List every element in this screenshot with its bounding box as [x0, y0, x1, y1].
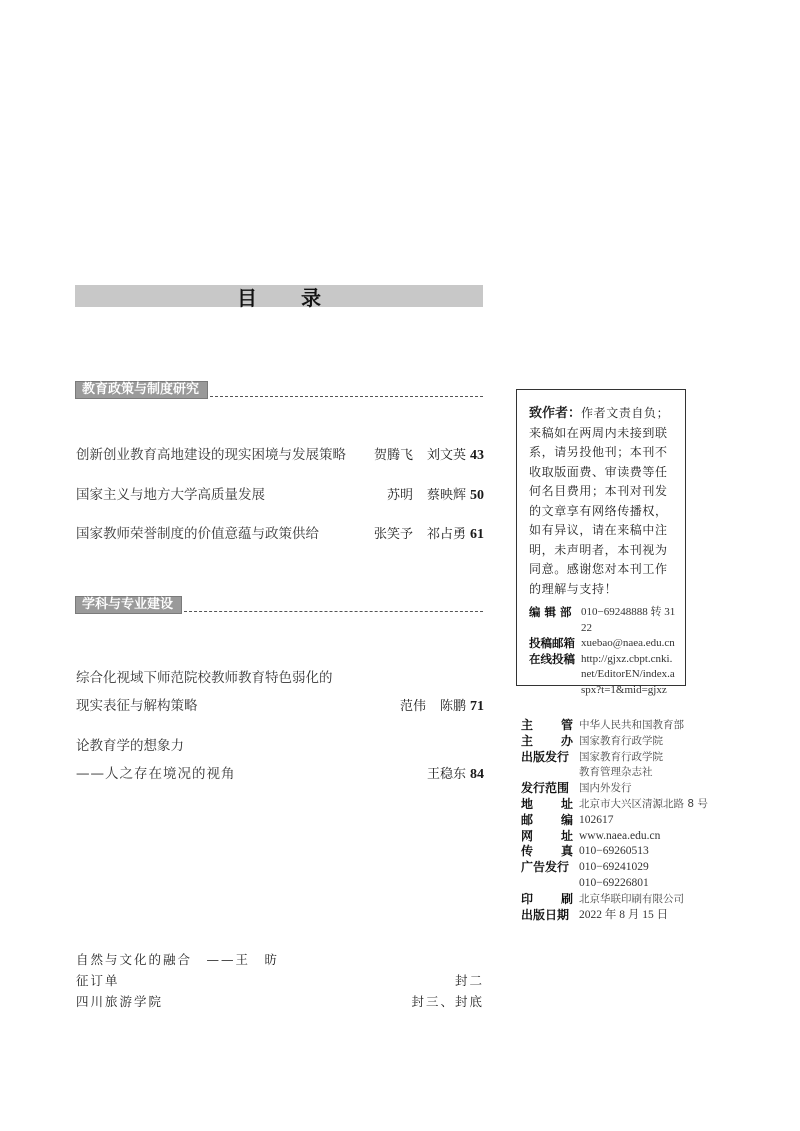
- colophon-label: 主 管: [521, 718, 573, 732]
- toc-entry-line1[interactable]: [76, 737, 484, 755]
- colophon-label: 发行范围: [521, 781, 570, 796]
- contact-label: 投稿邮箱: [529, 636, 575, 650]
- colophon-value: 北京市大兴区清源北路 8 号: [579, 797, 708, 810]
- article-author: 刘文英: [426, 448, 466, 463]
- toc-entry[interactable]: [76, 486, 484, 505]
- contact-label: 在线投稿: [529, 651, 575, 666]
- page-number: 50: [470, 488, 484, 503]
- colophon-row: [521, 860, 721, 876]
- toc-entry-line2[interactable]: [76, 765, 484, 784]
- page-number: 71: [470, 699, 484, 714]
- colophon-value: 国家教育行政学院: [579, 750, 663, 763]
- colophon-label: [521, 876, 579, 892]
- misc-item: [76, 993, 484, 1011]
- colophon-value: 102617: [579, 813, 614, 826]
- author-notice-box: [516, 389, 686, 696]
- colophon-value: 2022 年 8 月 15 日: [579, 908, 669, 921]
- article-title: 综合化视域下师范院校教师教育特色弱化的: [76, 670, 333, 686]
- colophon-value: 国内外发行: [579, 782, 632, 795]
- colophon-value: 010−69241029: [579, 861, 649, 874]
- toc-title-char-1: 目: [237, 285, 257, 310]
- colophon-label: 网 址: [521, 828, 573, 843]
- toc-entry-line1[interactable]: [76, 669, 484, 687]
- article-author: 张笑予: [373, 527, 413, 542]
- misc-right: 封二: [454, 973, 484, 988]
- colophon-label: 出版日期: [521, 907, 570, 922]
- contact-list: [529, 605, 677, 698]
- colophon-value: 中华人民共和国教育部: [579, 719, 684, 731]
- toc-entry[interactable]: [76, 446, 484, 465]
- article-author: 陈鹏: [439, 699, 466, 714]
- colophon-row: [521, 813, 721, 829]
- section-header-policy: [75, 383, 483, 399]
- colophon-label: 主 办: [521, 733, 573, 748]
- article-subtitle: ——人之存在境况的视角: [76, 766, 236, 782]
- colophon-row: [521, 781, 721, 797]
- colophon-value: 教育管理杂志社: [579, 766, 653, 779]
- colophon-label: 传 真: [521, 844, 573, 859]
- colophon-label: 邮 编: [521, 812, 573, 827]
- article-title: 国家主义与地方大学高质量发展: [76, 487, 265, 503]
- section-divider: [184, 610, 483, 612]
- colophon-value: 010−69260513: [579, 845, 649, 858]
- toc-entry-line2[interactable]: [76, 697, 484, 716]
- colophon-label: 广告发行: [521, 860, 570, 875]
- article-title: 国家教师荣誉制度的价值意蕴与政策供给: [76, 526, 319, 542]
- toc-entry[interactable]: [76, 525, 484, 544]
- contact-email[interactable]: xuebao@naea.edu.cn: [581, 637, 675, 649]
- contact-phone: 010−69248888 转 3122: [581, 606, 676, 634]
- article-title-cont: 现实表征与解构策略: [76, 698, 198, 714]
- page-number: 84: [470, 767, 484, 782]
- section-header-discipline: [75, 598, 483, 614]
- page-number: 43: [470, 448, 484, 463]
- colophon-value: 北京华联印刷有限公司: [579, 892, 684, 905]
- colophon-label: 印 刷: [521, 891, 573, 906]
- article-title: 论教育学的想象力: [76, 738, 184, 754]
- notice-body: 作者文责自负；来稿如在两周内未接到联系，请另投他刊；本刊不收取版面费、审读费等任何名目费用；本刊对刊发的文章享有网络传播权，如有异议，请在来稿中注明，未声明者，本刊视为同意。感谢您对本刊工作的理解与支持！: [529, 406, 670, 596]
- contact-row: [529, 605, 677, 636]
- colophon-row: [521, 908, 721, 924]
- colophon-label: 出版发行: [521, 749, 570, 764]
- colophon-label: 地 址: [521, 796, 573, 811]
- colophon-website[interactable]: www.naea.edu.cn: [579, 829, 661, 842]
- notice-text: [529, 404, 677, 599]
- misc-left: 征订单: [76, 973, 120, 988]
- colophon-value: 国家教育行政学院: [579, 734, 663, 747]
- article-author: 范伟: [399, 699, 426, 714]
- misc-item: [76, 972, 484, 990]
- colophon-row: [521, 876, 721, 892]
- section-label: 教育政策与制度研究: [75, 381, 208, 399]
- colophon-row: [521, 718, 721, 734]
- article-author: 苏明: [386, 488, 413, 503]
- contact-label: 编 辑 部: [529, 605, 572, 619]
- toc-title-char-2: 录: [301, 285, 321, 310]
- colophon-value: 010−69226801: [579, 876, 649, 889]
- colophon-row: [521, 750, 721, 766]
- article-author: 贺腾飞: [373, 448, 413, 463]
- misc-left: 自然与文化的融合 ——王 昉: [76, 952, 280, 967]
- page-number: 61: [470, 527, 484, 542]
- section-divider: [210, 395, 483, 397]
- section-label: 学科与专业建设: [75, 596, 182, 614]
- colophon-row: [521, 797, 721, 813]
- toc-title-bar: [75, 285, 483, 310]
- notice-heading: 致作者：: [529, 406, 582, 421]
- colophon-label: [521, 765, 579, 781]
- contact-url[interactable]: http://gjxz.cbpt.cnki.net/EditorEN/index.aspx?t=1&mid=gjxz: [581, 652, 675, 696]
- colophon-row: [521, 829, 721, 845]
- article-author: 蔡映辉: [426, 488, 466, 503]
- contact-row: [529, 636, 677, 652]
- misc-left: 四川旅游学院: [76, 994, 164, 1009]
- colophon: [521, 718, 721, 923]
- colophon-row: [521, 844, 721, 860]
- article-author: 王稳东: [426, 767, 466, 782]
- misc-item: [76, 951, 484, 969]
- contact-row: [529, 652, 677, 699]
- article-title: 创新创业教育高地建设的现实困境与发展策略: [76, 447, 346, 463]
- colophon-row: [521, 765, 721, 781]
- colophon-row: [521, 734, 721, 750]
- misc-right: 封三、封底: [411, 994, 484, 1009]
- colophon-row: [521, 892, 721, 908]
- article-author: 祁占勇: [426, 527, 466, 542]
